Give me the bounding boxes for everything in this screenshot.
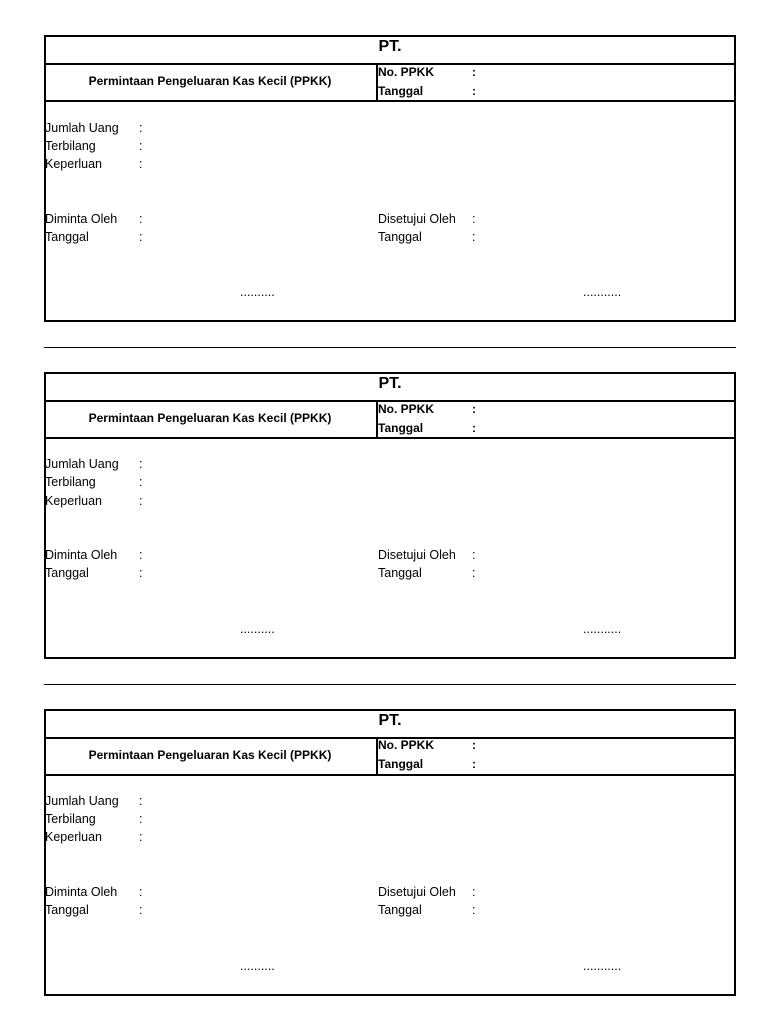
approved-by-label: Disetujui Oleh <box>378 548 456 562</box>
cut-line <box>44 684 736 685</box>
colon: : <box>472 230 476 244</box>
purpose-label: Keperluan <box>45 494 102 508</box>
approved-date-label: Tanggal <box>378 566 422 580</box>
requested-date-label: Tanggal <box>45 230 89 244</box>
colon: : <box>139 212 143 226</box>
approver-signature-line: ........... <box>583 959 622 973</box>
divider <box>44 437 736 439</box>
colon: : <box>472 212 476 226</box>
spelled-amount-label: Terbilang <box>45 139 96 153</box>
colon: : <box>139 494 143 508</box>
requested-date-label: Tanggal <box>45 903 89 917</box>
purpose-label: Keperluan <box>45 157 102 171</box>
cut-line <box>44 347 736 348</box>
form-title: Permintaan Pengeluaran Kas Kecil (PPKK) <box>88 748 332 762</box>
voucher-form-2 <box>44 372 736 659</box>
colon: : <box>139 830 143 844</box>
colon: : <box>139 139 143 153</box>
colon: : <box>139 475 143 489</box>
header-date-label: Tanggal <box>378 757 424 771</box>
colon: : <box>139 566 143 580</box>
colon: : <box>472 84 476 98</box>
divider <box>44 774 736 776</box>
ppkk-number-label: No. PPKK <box>378 738 435 752</box>
colon: : <box>139 157 143 171</box>
header-date-label: Tanggal <box>378 84 424 98</box>
colon: : <box>472 566 476 580</box>
form-title: Permintaan Pengeluaran Kas Kecil (PPKK) <box>88 74 332 88</box>
voucher-form-3 <box>44 709 736 996</box>
amount-label: Jumlah Uang <box>45 121 119 135</box>
colon: : <box>472 757 476 771</box>
colon: : <box>472 885 476 899</box>
approved-date-label: Tanggal <box>378 903 422 917</box>
colon: : <box>139 885 143 899</box>
requester-signature-line: .......... <box>240 622 275 636</box>
company-name: PT. <box>378 375 402 392</box>
purpose-label: Keperluan <box>45 830 102 844</box>
colon: : <box>139 548 143 562</box>
requested-date-label: Tanggal <box>45 566 89 580</box>
requester-signature-line: .......... <box>240 285 275 299</box>
requested-by-label: Diminta Oleh <box>45 885 118 899</box>
company-name: PT. <box>378 38 402 55</box>
voucher-form-1 <box>44 35 736 322</box>
approved-by-label: Disetujui Oleh <box>378 885 456 899</box>
colon: : <box>472 421 476 435</box>
spelled-amount-label: Terbilang <box>45 812 96 826</box>
requester-signature-line: .......... <box>240 959 275 973</box>
colon: : <box>139 230 143 244</box>
colon: : <box>472 738 476 752</box>
approver-signature-line: ........... <box>583 622 622 636</box>
colon: : <box>139 794 143 808</box>
colon: : <box>139 121 143 135</box>
form-title: Permintaan Pengeluaran Kas Kecil (PPKK) <box>88 411 332 425</box>
colon: : <box>472 65 476 79</box>
colon: : <box>139 812 143 826</box>
ppkk-number-label: No. PPKK <box>378 65 435 79</box>
requested-by-label: Diminta Oleh <box>45 212 118 226</box>
approved-by-label: Disetujui Oleh <box>378 212 456 226</box>
requested-by-label: Diminta Oleh <box>45 548 118 562</box>
amount-label: Jumlah Uang <box>45 794 119 808</box>
colon: : <box>139 903 143 917</box>
ppkk-number-label: No. PPKK <box>378 402 435 416</box>
colon: : <box>139 457 143 471</box>
company-name: PT. <box>378 712 402 729</box>
approver-signature-line: ........... <box>583 285 622 299</box>
colon: : <box>472 402 476 416</box>
approved-date-label: Tanggal <box>378 230 422 244</box>
colon: : <box>472 548 476 562</box>
amount-label: Jumlah Uang <box>45 457 119 471</box>
header-date-label: Tanggal <box>378 421 424 435</box>
colon: : <box>472 903 476 917</box>
divider <box>44 100 736 102</box>
spelled-amount-label: Terbilang <box>45 475 96 489</box>
